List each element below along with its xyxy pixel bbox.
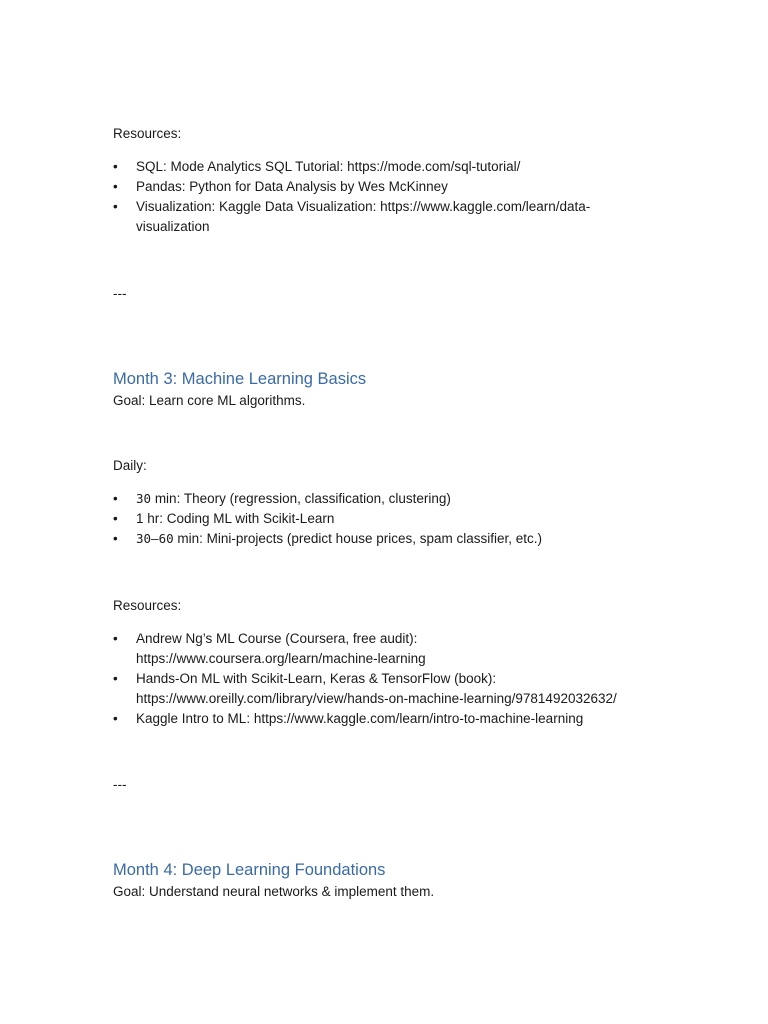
bullet-icon: • <box>113 531 118 546</box>
list-item <box>113 529 673 549</box>
daily-list <box>113 489 673 549</box>
resources-list <box>113 157 673 237</box>
list-item <box>113 177 673 197</box>
bullet-icon: • <box>113 199 118 214</box>
section-separator: --- <box>113 777 127 792</box>
bullet-icon: • <box>113 711 118 726</box>
resource-text: Pandas: Python for Data Analysis by Wes McKinney <box>136 179 448 194</box>
resource-text: SQL: Mode Analytics SQL Tutorial: https://mode.com/sql-tutorial/ <box>136 159 521 174</box>
list-item <box>113 709 713 729</box>
month3-heading: Month 3: Machine Learning Basics <box>113 370 367 388</box>
daily-text: 1 hr: Coding ML with Scikit-Learn <box>136 511 335 526</box>
resources-label: Resources: <box>113 126 182 141</box>
resource-text-continued: visualization <box>136 219 210 234</box>
month4-goal: Goal: Understand neural networks & implement them. <box>113 884 435 899</box>
list-item <box>113 669 713 709</box>
bullet-icon: • <box>113 631 118 646</box>
resources-label: Resources: <box>113 598 182 613</box>
daily-text: min: Theory (regression, classification, clustering) <box>151 491 451 506</box>
resource-text: Hands-On ML with Scikit-Learn, Keras & TensorFlow (book): <box>136 671 497 686</box>
daily-duration: 30–60 <box>136 531 174 546</box>
daily-label: Daily: <box>113 458 147 473</box>
bullet-icon: • <box>113 179 118 194</box>
bullet-icon: • <box>113 671 118 686</box>
resource-text-continued: https://www.oreilly.com/library/view/hands-on-machine-learning/9781492032632/ <box>136 691 617 706</box>
daily-duration: 30 <box>136 491 152 506</box>
section-separator: --- <box>113 286 127 301</box>
resource-text: Visualization: Kaggle Data Visualization: https://www.kaggle.com/learn/data- <box>136 199 591 214</box>
list-item <box>113 157 673 177</box>
resource-text: Kaggle Intro to ML: https://www.kaggle.com/learn/intro-to-machine-learning <box>136 711 584 726</box>
resources-list <box>113 629 713 729</box>
bullet-icon: • <box>113 511 118 526</box>
bullet-icon: • <box>113 159 118 174</box>
month4-heading: Month 4: Deep Learning Foundations <box>113 861 386 879</box>
resource-text: Andrew Ng’s ML Course (Coursera, free audit): <box>136 631 418 646</box>
list-item <box>113 489 673 509</box>
month3-goal: Goal: Learn core ML algorithms. <box>113 393 306 408</box>
list-item <box>113 197 673 237</box>
bullet-icon: • <box>113 491 118 506</box>
list-item <box>113 509 673 529</box>
daily-text: min: Mini-projects (predict house prices, spam classifier, etc.) <box>173 531 543 546</box>
list-item <box>113 629 713 669</box>
resource-text-continued: https://www.coursera.org/learn/machine-learning <box>136 651 426 666</box>
